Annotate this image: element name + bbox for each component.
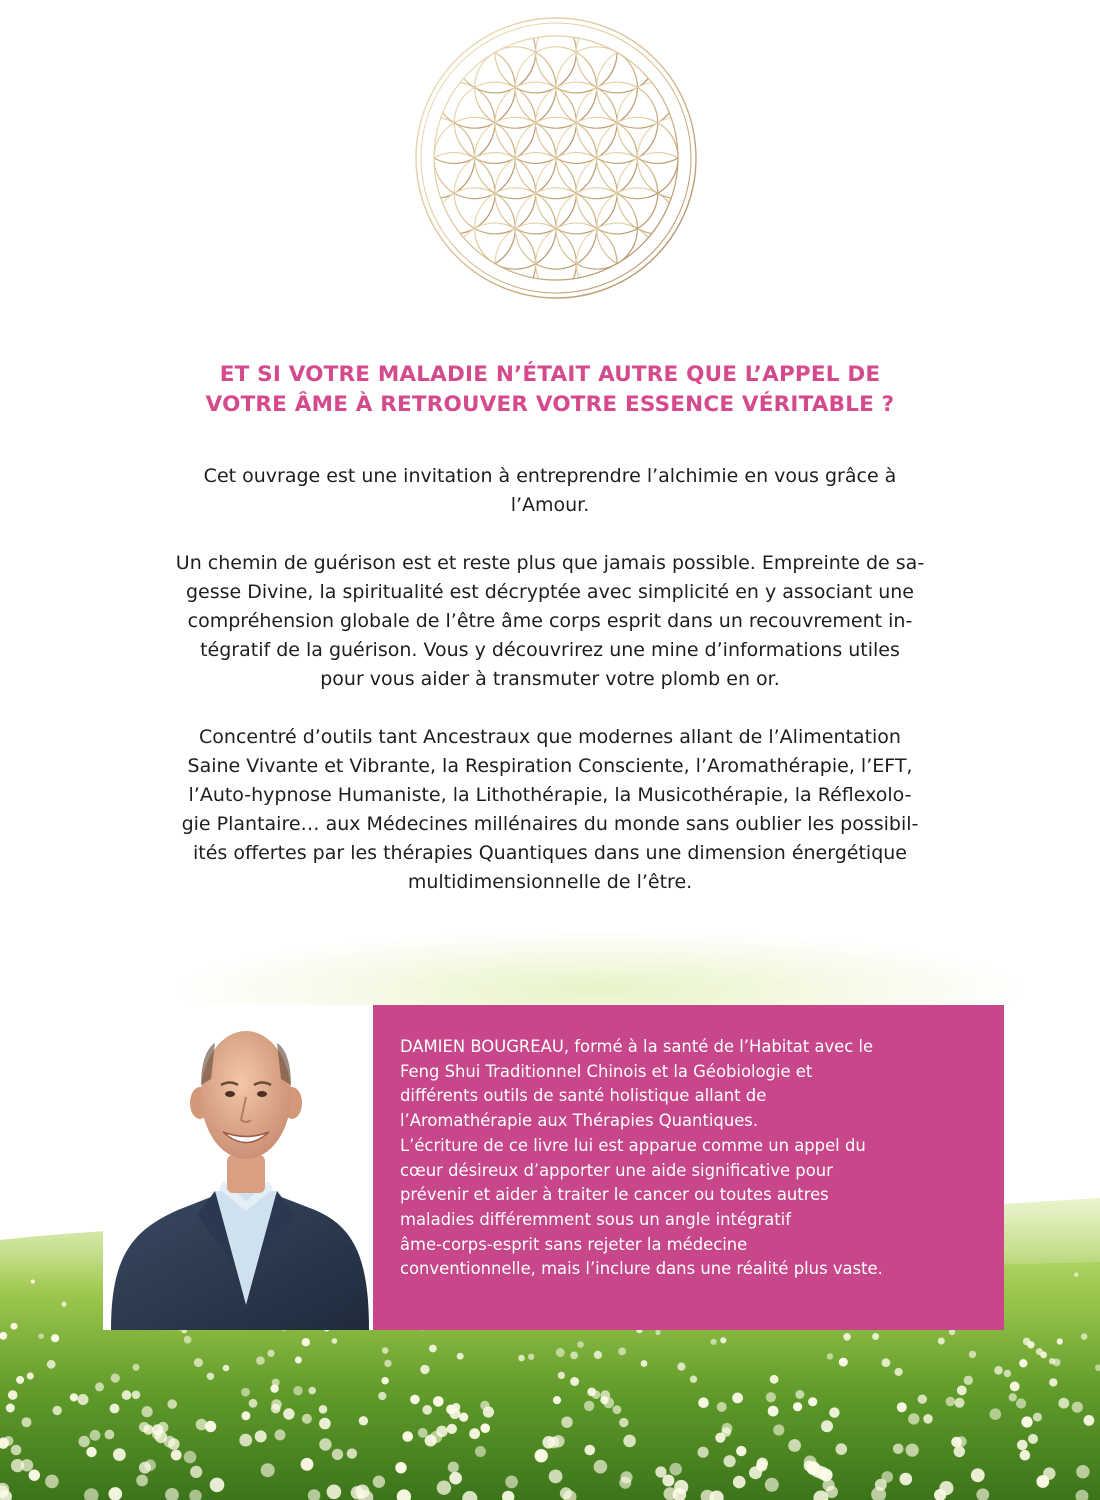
bio-line: L’écriture de ce livre lui est apparue comme un appel du: [400, 1135, 866, 1155]
text-line: Concentré d’outils tant Ancestraux que modernes allant de l’Alimentation: [199, 726, 901, 748]
bio-line: l’Aromathérapie aux Thérapies Quantiques.: [400, 1111, 759, 1131]
description-text: [110, 462, 990, 926]
bio-line: Feng Shui Traditionnel Chinois et la Géobiologie et: [400, 1061, 813, 1081]
bio-line: prévenir et aider à traiter le cancer ou toutes autres: [400, 1185, 829, 1205]
bio-line: DAMIEN BOUGREAU, formé à la santé de l’Habitat avec le: [400, 1037, 874, 1056]
author-bio: [400, 1035, 1000, 1282]
text-line: Un chemin de guérison est et reste plus que jamais possible. Empreinte de sa-: [175, 552, 925, 574]
headline-line: VOTRE ÂME À RETROUVER VOTRE ESSENCE VÉRITABLE ?: [205, 392, 895, 417]
healing-paragraph: [110, 549, 990, 694]
text-line: multidimensionnelle de l’être.: [407, 871, 693, 893]
bio-line: maladies différemment sous un angle intégratif: [400, 1209, 792, 1229]
text-line: l’Amour.: [510, 494, 590, 516]
text-line: gesse Divine, la spiritualité est décryptée avec simplicité en y associant une: [185, 581, 914, 603]
flower-of-life-icon: [415, 17, 697, 299]
text-line: Saine Vivante et Vibrante, la Respiration Consciente, l’Aromathérapie, l’EFT,: [187, 755, 913, 777]
bio-line: différents outils de santé holistique allant de: [400, 1086, 767, 1106]
text-line: compréhension globale de l’être âme corps esprit dans un recouvrement in-: [187, 610, 913, 632]
author-box: [103, 1005, 1004, 1330]
tools-paragraph: [110, 723, 990, 897]
text-line: tégratif de la guérison. Vous y découvrirez une mine d’informations utiles: [200, 639, 900, 661]
text-line: gie Plantaire… aux Médecines millénaires du monde sans oublier les possibil-: [181, 813, 919, 835]
headline-line: ET SI VOTRE MALADIE N’ÉTAIT AUTRE QUE L’APPEL DE: [219, 362, 881, 387]
author-photo: [103, 1005, 373, 1330]
text-line: ités offertes par les thérapies Quantiques dans une dimension énergétique: [193, 842, 907, 864]
intro-paragraph: [110, 462, 990, 520]
text-line: l’Auto-hypnose Humaniste, la Lithothérapie, la Musicothérapie, la Réflexolo-: [188, 784, 912, 806]
headline: [100, 360, 1000, 420]
bio-line: âme-corps-esprit sans rejeter la médecine: [400, 1234, 748, 1254]
bio-line: cœur désireux d’apporter une aide significative pour: [400, 1160, 833, 1180]
bio-line: conventionnelle, mais l’inclure dans une réalité plus vaste.: [400, 1259, 883, 1279]
text-line: Cet ouvrage est une invitation à entreprendre l’alchimie en vous grâce à: [203, 465, 897, 487]
text-line: pour vous aider à transmuter votre plomb en or.: [320, 668, 780, 690]
